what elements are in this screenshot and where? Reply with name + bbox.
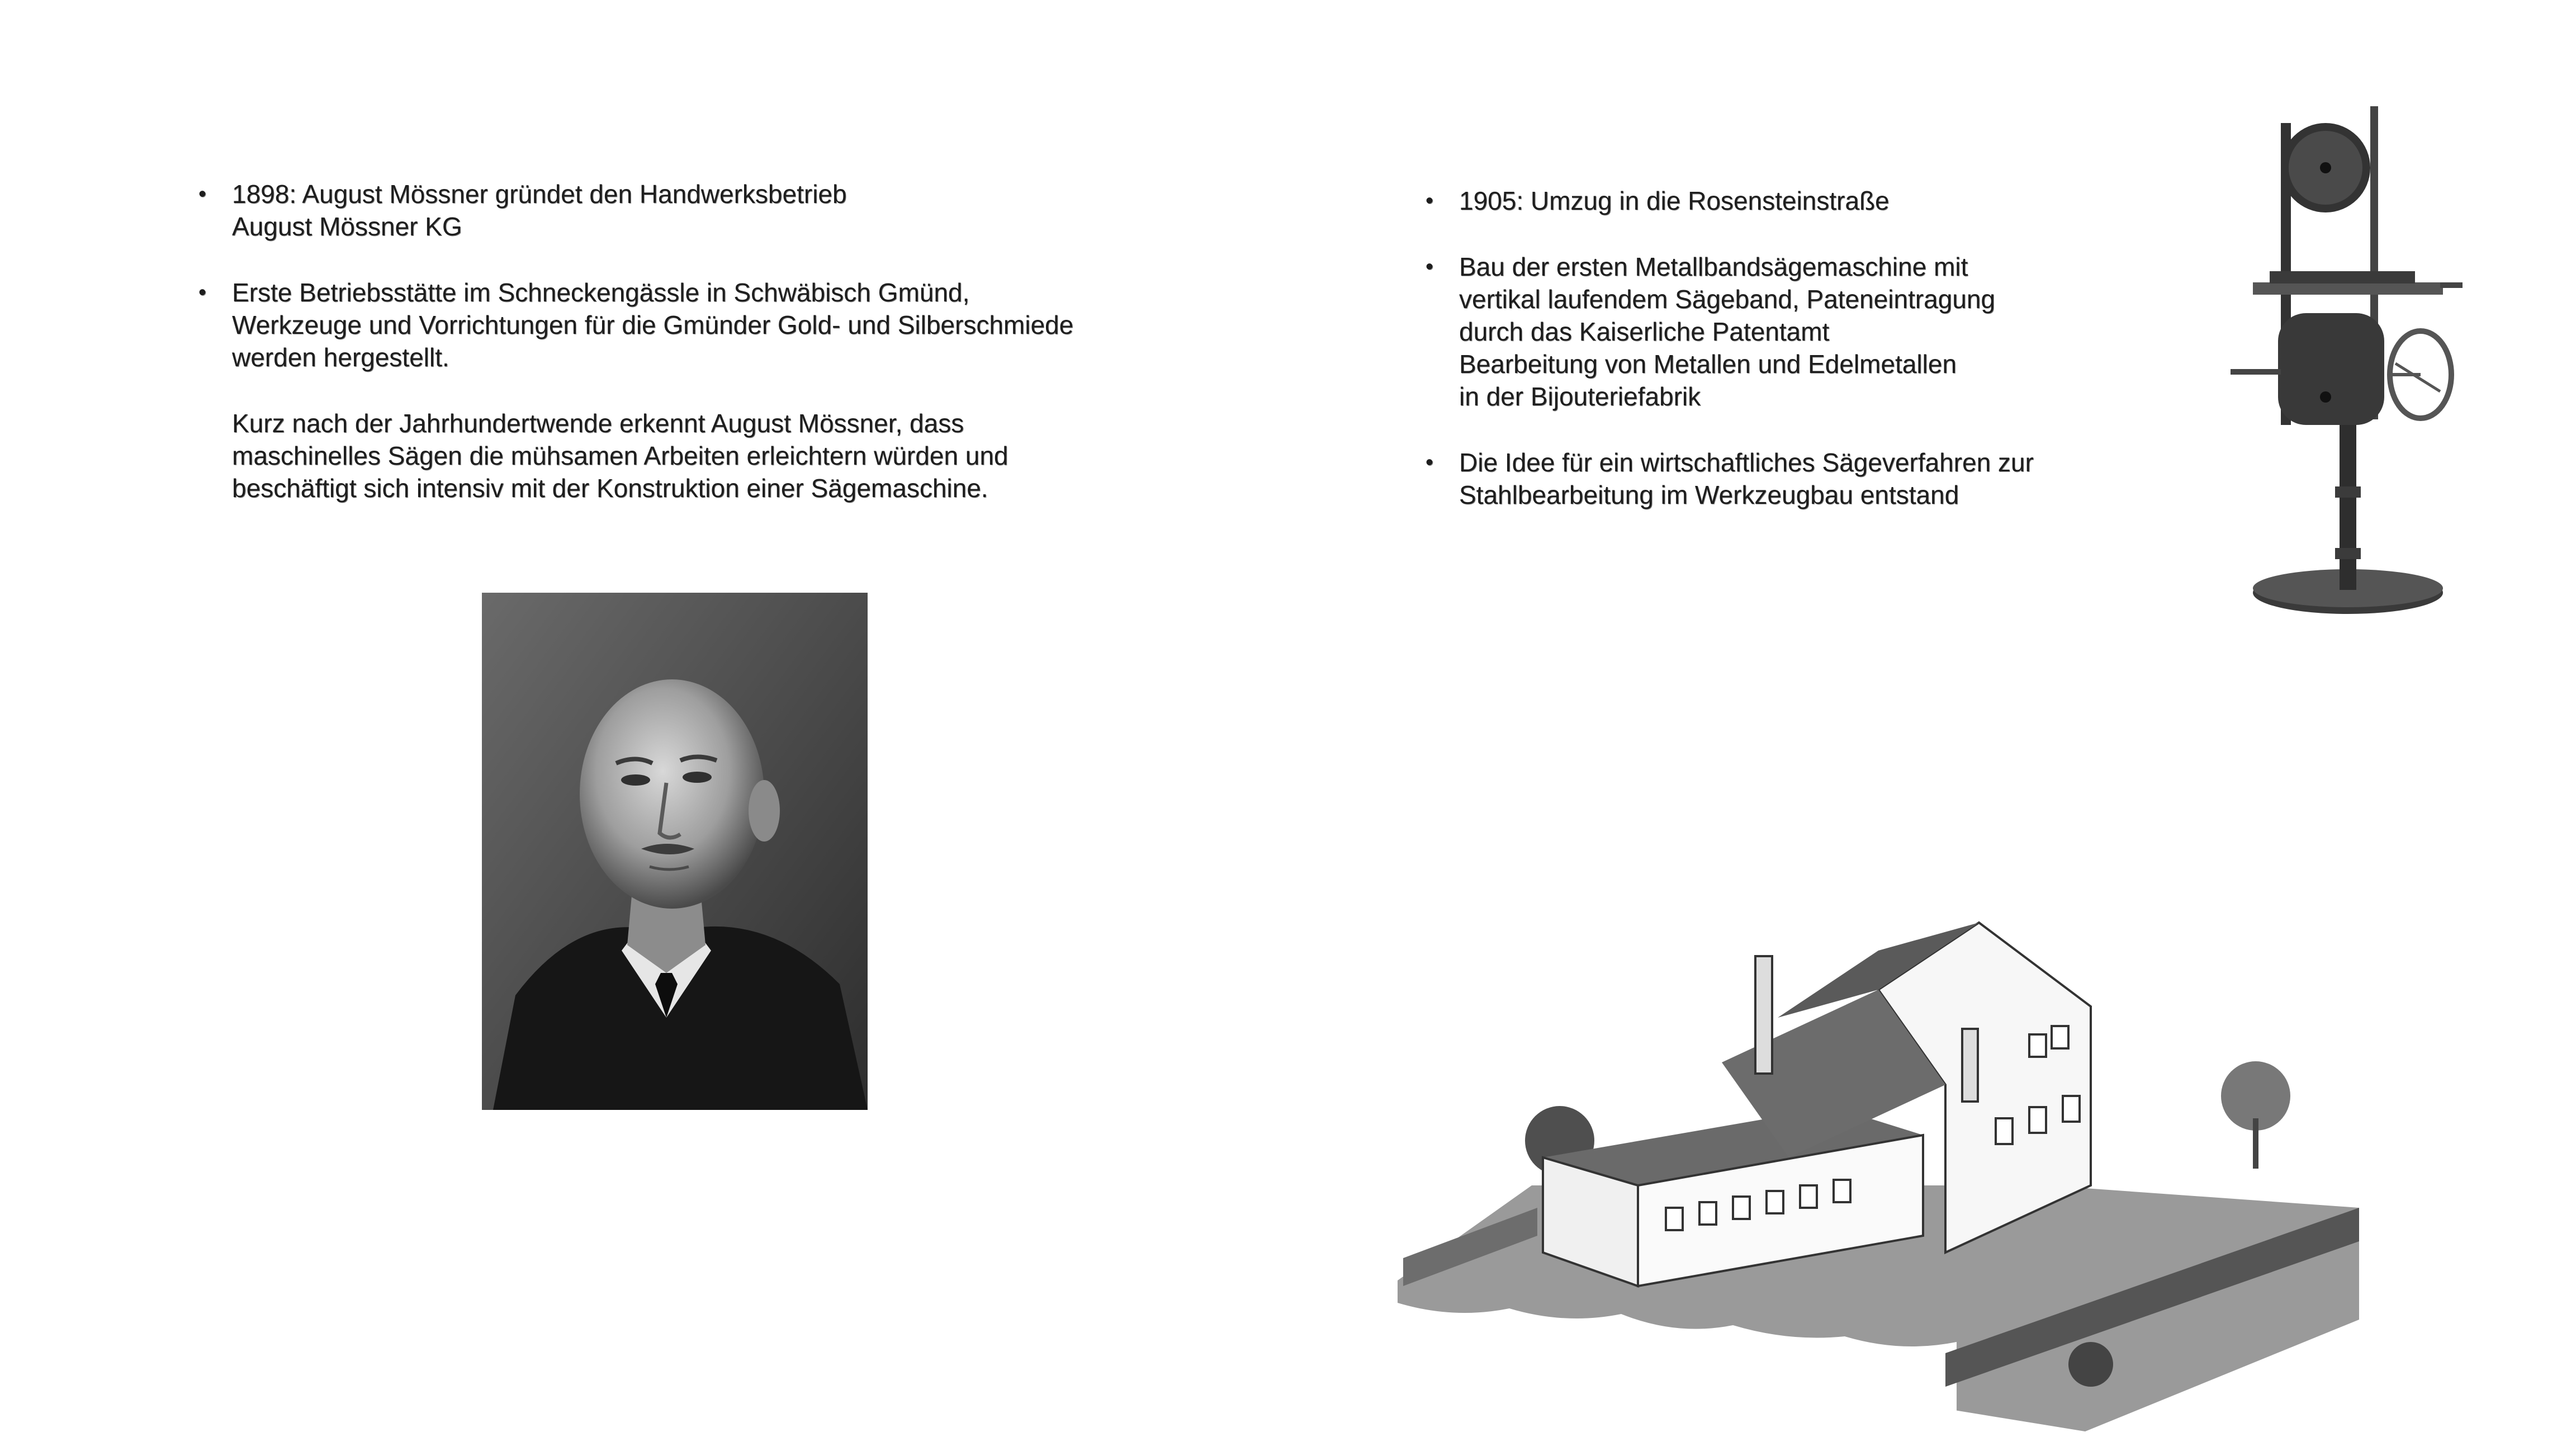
bullet-first-workshop [198,276,1261,374]
bullet-bandsaw [1426,251,2163,413]
bullet-idea-line-1: Die Idee für ein wirtschaftliches Sägeverfahren zur [1459,448,2034,477]
bullet-1898-line-2: August Mössner KG [232,212,462,241]
factory-building-illustration [1386,895,2370,1448]
portrait-illustration [482,593,868,1110]
history-paragraph [198,407,1261,504]
bullet-1905-line-1: 1905: Umzug in die Rosensteinstraße [1459,186,1890,215]
bullet-1905 [1426,185,2163,217]
bullet-1898-line-1: 1898: August Mössner gründet den Handwerksbetrieb [232,179,847,209]
bandsaw-machine-illustration [2228,101,2468,626]
bullet-idea-line-2: Stahlbearbeitung im Werkzeugbau entstand [1459,480,1959,509]
bullet-idea [1426,446,2163,511]
bullet-marker: • [1426,188,1434,213]
history-paragraph-line-1: Kurz nach der Jahrhundertwende erkennt August Mössner, dass [232,409,964,438]
left-text-column [198,178,1261,538]
bullet-marker: • [1426,254,1434,279]
bullet-1898 [198,178,1261,243]
right-text-column [1426,185,2163,545]
bullet-bandsaw-line-3: durch das Kaiserliche Patentamt [1459,317,1830,346]
bullet-bandsaw-line-5: in der Bijouteriefabrik [1459,382,1701,411]
bullet-first-workshop-line-2: Werkzeuge und Vorrichtungen für die Gmünder Gold- und Silberschmiede [232,310,1074,339]
history-paragraph-line-3: beschäftigt sich intensiv mit der Konstruktion einer Sägemaschine. [232,474,988,503]
bullet-marker: • [198,280,207,305]
bullet-first-workshop-line-1: Erste Betriebsstätte im Schneckengässle in Schwäbisch Gmünd, [232,278,970,307]
bullet-first-workshop-line-3: werden hergestellt. [232,343,449,372]
bullet-marker: • [198,182,207,206]
portrait-photo [482,593,868,1110]
bullet-bandsaw-line-4: Bearbeitung von Metallen und Edelmetallen [1459,349,1957,379]
history-paragraph-line-2: maschinelles Sägen die mühsamen Arbeiten erleichtern würden und [232,441,1008,470]
bullet-marker: • [1426,450,1434,475]
bullet-bandsaw-line-2: vertikal laufendem Sägeband, Pateneintragung [1459,285,1996,314]
bullet-bandsaw-line-1: Bau der ersten Metallbandsägemaschine mit [1459,252,1968,281]
